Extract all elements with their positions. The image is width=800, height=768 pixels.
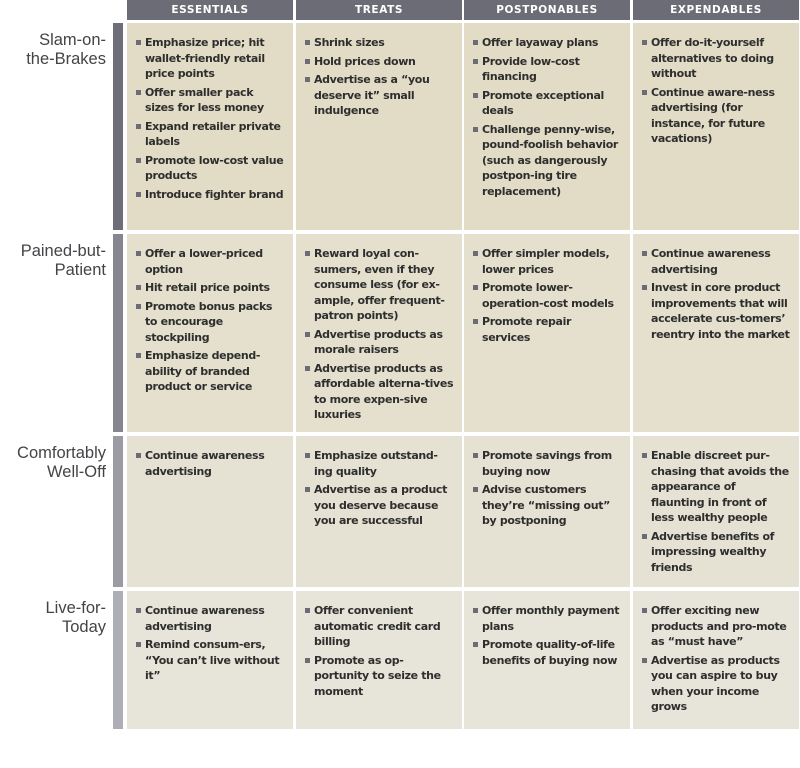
strategy-item: Advertise as products you can aspire to buy when your income grows [651, 653, 791, 715]
row-label-line: Live-for- [45, 599, 106, 617]
strategy-list [482, 246, 622, 345]
strategy-list [482, 448, 622, 529]
strategy-item: Emphasize depend-ability of branded product or service [145, 348, 285, 395]
strategy-list [314, 35, 454, 119]
strategy-item: Challenge penny-wise, pound-foolish behavior (such as dangerously postpon-ing tire replacement) [482, 122, 622, 200]
strategy-item: Introduce fighter brand [145, 187, 284, 201]
row-label-live-for-today [0, 599, 106, 637]
row-label-comfortablywell-off [0, 444, 106, 482]
strategy-item: Offer a lower-priced option [145, 246, 285, 277]
row-indicator-bar [113, 436, 123, 587]
strategy-item: Reward loyal con-sumers, even if they consume less (for ex-ample, offer frequent-patron points) [314, 246, 454, 324]
strategy-list [145, 603, 285, 684]
matrix-cell-pained-but-patient-essentials [127, 234, 293, 432]
row-label-pained-but-patient [0, 242, 106, 280]
strategy-item: Promote repair services [482, 314, 622, 345]
matrix-cell-pained-but-patient-expendables [633, 234, 799, 432]
matrix-cell-slam-on-the-brakes-essentials [127, 23, 293, 230]
strategy-list [651, 246, 791, 342]
strategy-item: Enable discreet pur-chasing that avoids the appearance of flaunting in front of less wealthy people [651, 448, 791, 526]
row-label-line: Pained-but- [20, 242, 106, 260]
strategy-item: Continue awareness advertising [651, 246, 791, 277]
strategy-list [145, 448, 285, 479]
row-indicator-bar [113, 234, 123, 432]
strategy-item: Hit retail price points [145, 280, 285, 296]
strategy-item: Continue awareness advertising [145, 603, 285, 634]
strategy-item: Offer smaller pack sizes for less money [145, 85, 285, 116]
matrix-cell-slam-on-the-brakes-postponables [464, 23, 630, 230]
matrix-cell-comfortablywell-off-postponables [464, 436, 630, 587]
matrix-cell-pained-but-patient-treats [296, 234, 462, 432]
matrix-cell-live-for-today-treats [296, 591, 462, 729]
strategy-list [314, 603, 454, 699]
row-indicator-bar [113, 591, 123, 729]
row-indicator-bar [113, 23, 123, 230]
strategy-item: Continue aware-ness advertising (for instance, for future vacations) [651, 85, 791, 147]
strategy-item: Offer convenient automatic credit card billing [314, 603, 454, 650]
strategy-item: Emphasize outstand-ing quality [314, 448, 454, 479]
strategy-list [482, 603, 622, 668]
column-header-treats: TREATS [296, 0, 462, 20]
column-header-postponables: POSTPONABLES [464, 0, 630, 20]
strategy-item: Promote lower-operation-cost models [482, 280, 622, 311]
strategy-item: Promote as op-portunity to seize the moment [314, 653, 454, 700]
strategy-item: Promote savings from buying now [482, 448, 622, 479]
strategy-item: Advertise products as affordable alterna-tives to more expen-sive luxuries [314, 361, 454, 421]
strategy-item: Promote bonus packs to encourage stockpiling [145, 299, 285, 346]
row-label-line: Today [61, 618, 106, 636]
row-label-line: Slam-on- [39, 31, 106, 49]
row-label-line: Comfortably [17, 444, 106, 462]
strategy-item: Promote quality-of-life benefits of buying now [482, 637, 622, 668]
strategy-list [482, 35, 622, 199]
column-header-expendables: EXPENDABLES [633, 0, 799, 20]
row-label-line: Well-Off [47, 463, 106, 481]
strategy-item: Advertise as a product you deserve because you are successful [314, 482, 454, 529]
strategy-item: Invest in core product improvements that will accelerate cus-tomers’ reentry into the market [651, 281, 790, 341]
strategy-item: Provide low-cost financing [482, 54, 622, 85]
matrix-cell-pained-but-patient-postponables [464, 234, 630, 432]
strategy-item: Hold prices down [314, 54, 454, 70]
matrix-cell-live-for-today-essentials [127, 591, 293, 729]
matrix-cell-live-for-today-expendables [633, 591, 799, 729]
strategy-list [651, 448, 791, 575]
row-label-line: the-Brakes [26, 50, 106, 68]
matrix-cell-comfortablywell-off-essentials [127, 436, 293, 587]
row-label-slam-on-the-brakes [0, 31, 106, 69]
strategy-list [651, 35, 791, 147]
strategy-item: Offer layaway plans [482, 35, 622, 51]
strategy-list [651, 603, 791, 715]
strategy-list [314, 246, 454, 423]
strategy-list [145, 246, 285, 395]
strategy-item: Offer do-it-yourself alternatives to doing without [651, 35, 791, 82]
strategy-item: Offer monthly payment plans [482, 603, 622, 634]
strategy-item: Offer simpler models, lower prices [482, 246, 622, 277]
strategy-item: Advertise as a “you deserve it” small indulgence [314, 72, 454, 119]
strategy-item: Advertise benefits of impressing wealthy friends [651, 529, 791, 576]
strategy-list [314, 448, 454, 529]
strategy-item: Remind consum-ers, “You can’t live without it” [145, 637, 285, 684]
strategy-item: Emphasize price; hit wallet-friendly retail price points [145, 35, 285, 82]
row-label-line: Patient [54, 261, 106, 279]
strategy-item: Promote exceptional deals [482, 88, 622, 119]
matrix-cell-live-for-today-postponables [464, 591, 630, 729]
column-header-essentials: ESSENTIALS [127, 0, 293, 20]
strategy-item: Advertise products as morale raisers [314, 327, 454, 358]
strategy-item: Advise customers they’re “missing out” by postponing [482, 482, 622, 529]
strategy-item: Expand retailer private labels [145, 119, 285, 150]
matrix-cell-slam-on-the-brakes-expendables [633, 23, 799, 230]
strategy-item: Offer exciting new products and pro-mote as “must have” [651, 603, 791, 650]
strategy-list [145, 35, 285, 202]
strategy-item: Shrink sizes [314, 35, 454, 51]
matrix-cell-comfortablywell-off-expendables [633, 436, 799, 587]
strategy-item: Promote low-cost value products [145, 153, 284, 182]
matrix-cell-slam-on-the-brakes-treats [296, 23, 462, 230]
matrix-cell-comfortablywell-off-treats [296, 436, 462, 587]
strategy-item: Continue awareness advertising [145, 448, 285, 479]
